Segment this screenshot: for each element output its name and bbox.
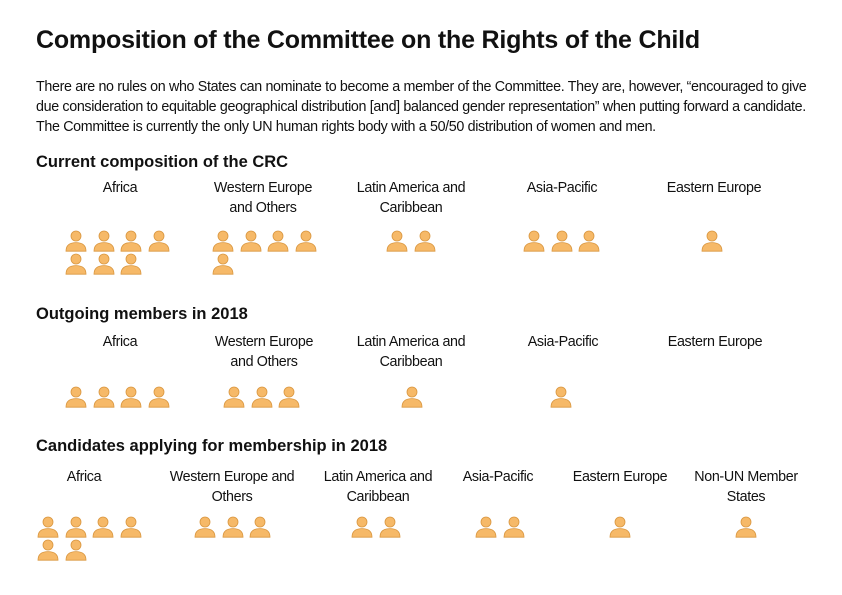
person-icon — [378, 516, 402, 538]
region-label-line2: Caribbean — [379, 354, 443, 370]
person-icon — [147, 386, 171, 408]
region-label-line1: Non-UN Member — [694, 469, 798, 485]
person-icon — [248, 516, 272, 538]
person-icon — [211, 253, 235, 275]
region-label — [433, 467, 563, 487]
person-icon — [64, 386, 88, 408]
region-label — [184, 332, 344, 372]
person-icon — [119, 230, 143, 252]
person-icon — [522, 230, 546, 252]
region-label-line1: Eastern Europe — [666, 180, 762, 196]
person-icon — [64, 253, 88, 275]
region-label — [303, 467, 453, 507]
person-icon — [413, 230, 437, 252]
person-icon — [193, 516, 217, 538]
region-label — [482, 178, 642, 198]
person-icon — [92, 253, 116, 275]
region-label-line1: Asia-Pacific — [462, 469, 534, 485]
person-icon — [221, 516, 245, 538]
page-title: Composition of the Committee on the Rights of the Child — [36, 26, 700, 54]
region-label — [634, 178, 794, 198]
person-icon — [400, 386, 424, 408]
region-label — [331, 178, 491, 218]
person-icon — [222, 386, 246, 408]
region-label — [14, 467, 154, 487]
person-icon — [119, 253, 143, 275]
region-label — [331, 332, 491, 372]
region-label-line1: Latin America and — [356, 180, 466, 196]
region-label — [40, 178, 200, 198]
person-icon — [211, 230, 235, 252]
person-icon — [277, 386, 301, 408]
region-label-line1: Africa — [102, 334, 138, 350]
person-icon — [36, 539, 60, 561]
region-label-line1: Africa — [66, 469, 102, 485]
person-icon — [294, 230, 318, 252]
person-icon — [550, 230, 574, 252]
region-label-line1: Eastern Europe — [572, 469, 668, 485]
person-icon — [119, 516, 143, 538]
person-icon — [700, 230, 724, 252]
region-label-line1: Asia-Pacific — [526, 180, 598, 196]
region-label — [635, 332, 795, 352]
region-label — [550, 467, 690, 487]
region-label-line2: States — [726, 489, 766, 505]
person-icon — [239, 230, 263, 252]
person-icon — [350, 516, 374, 538]
person-icon — [147, 230, 171, 252]
person-icon — [64, 516, 88, 538]
person-icon — [91, 516, 115, 538]
region-label-line2: and Others — [230, 354, 298, 370]
region-label-line1: Asia-Pacific — [527, 334, 599, 350]
person-icon — [734, 516, 758, 538]
person-icon — [577, 230, 601, 252]
region-label — [157, 467, 307, 507]
section-title: Outgoing members in 2018 — [36, 305, 248, 323]
region-label-line1: Western Europe and — [169, 469, 295, 485]
section-title: Candidates applying for membership in 2018 — [36, 437, 388, 455]
region-label-line2: Caribbean — [346, 489, 410, 505]
region-label-line1: Western Europe — [213, 180, 313, 196]
region-label-line2: Others — [211, 489, 253, 505]
person-icon — [385, 230, 409, 252]
person-icon — [92, 230, 116, 252]
person-icon — [64, 539, 88, 561]
person-icon — [64, 230, 88, 252]
region-label-line1: Eastern Europe — [667, 334, 763, 350]
person-icon — [608, 516, 632, 538]
region-label — [183, 178, 343, 218]
intro-text: There are no rules on who States can nominate to become a member of the Committee. They are, however, “encouraged to give due consideration to equitable geographical distribution [and] balanced gender representation” when putting forward a candidate. The Committee is currently the only UN human rights body with a 50/50 distribution of women and men. — [36, 79, 807, 135]
region-label-line1: Western Europe — [214, 334, 314, 350]
person-icon — [266, 230, 290, 252]
person-icon — [36, 516, 60, 538]
person-icon — [119, 386, 143, 408]
person-icon — [474, 516, 498, 538]
region-label — [483, 332, 643, 352]
region-label-line2: and Others — [229, 200, 297, 216]
person-icon — [549, 386, 573, 408]
region-label-line1: Africa — [102, 180, 138, 196]
person-icon — [92, 386, 116, 408]
section-title: Current composition of the CRC — [36, 153, 289, 171]
region-label-line1: Latin America and — [356, 334, 466, 350]
person-icon — [502, 516, 526, 538]
person-icon — [250, 386, 274, 408]
region-label-line1: Latin America and — [323, 469, 433, 485]
region-label-line2: Caribbean — [379, 200, 443, 216]
region-label — [676, 467, 816, 507]
region-label — [40, 332, 200, 352]
